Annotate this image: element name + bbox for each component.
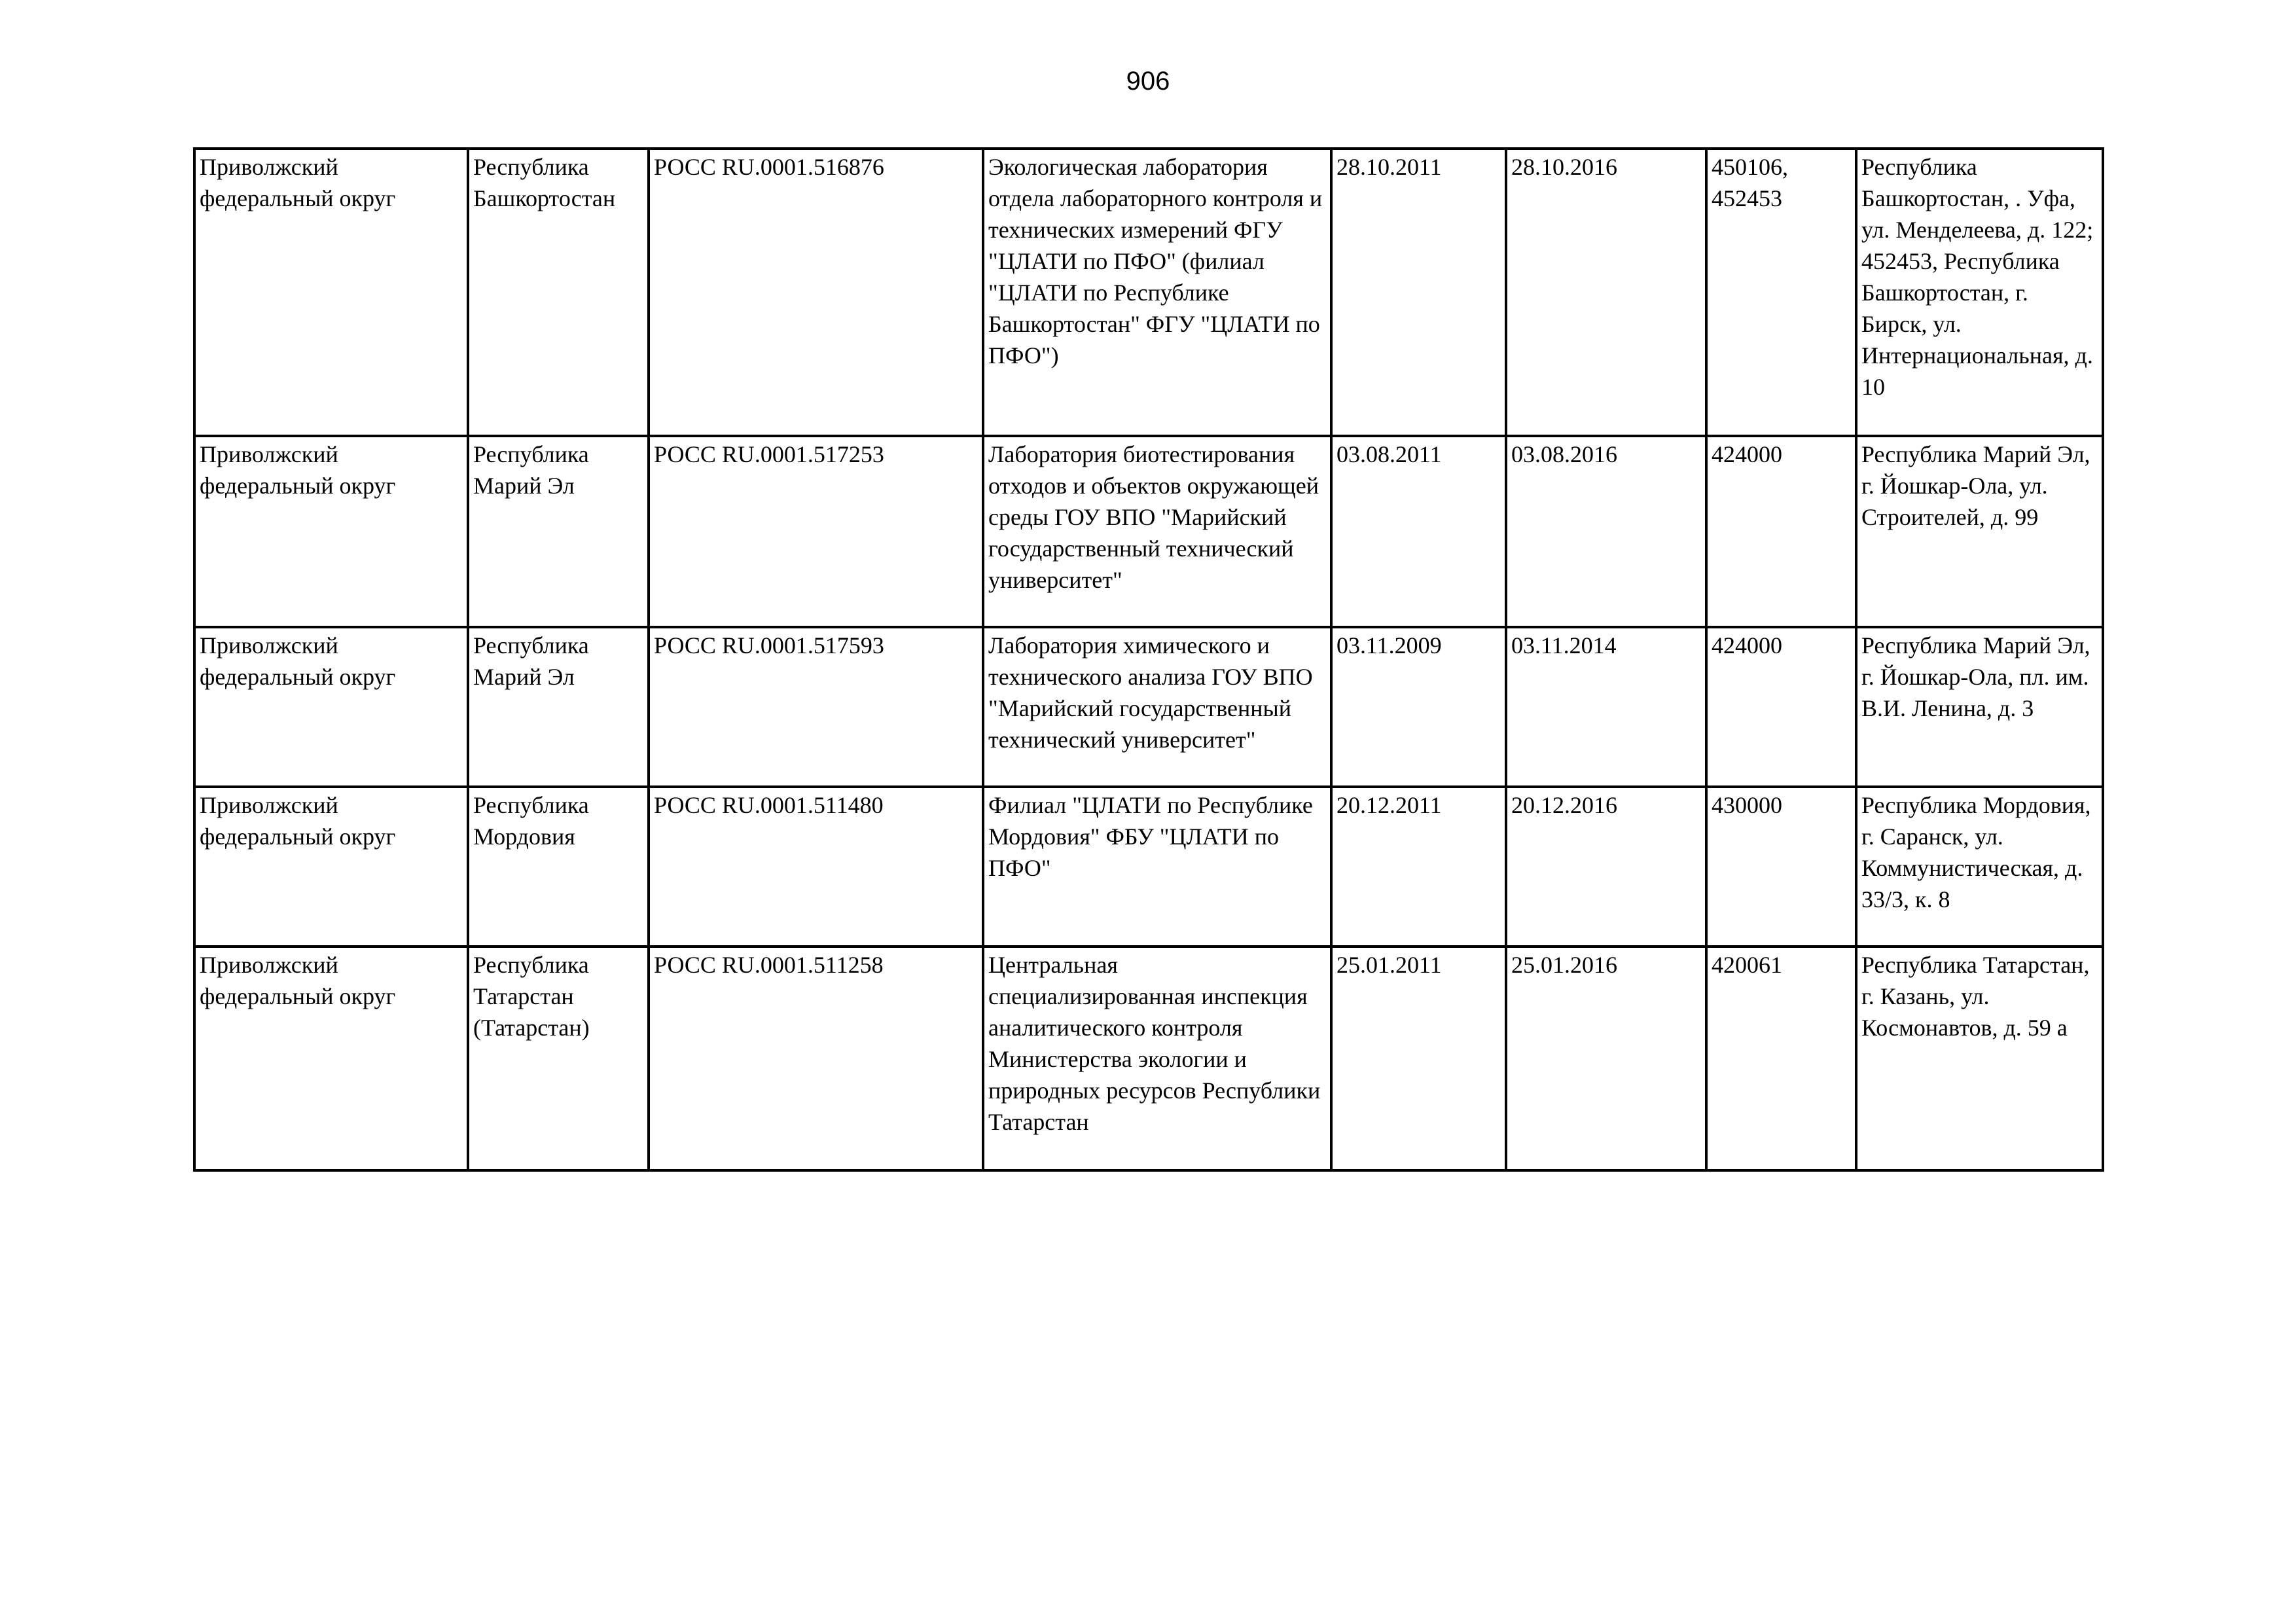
address-cell: Республика Марий Эл, г. Йошкар-Ола, пл. им. В.И. Ленина, д. 3 [1856,627,2103,787]
organization-cell: Экологическая лаборатория отдела лабораторного контроля и технических измерений ФГУ "ЦЛАТИ по ПФО" (филиал "ЦЛАТИ по Республике Башкортостан" ФГУ "ЦЛАТИ по ПФО") [983,149,1331,436]
address-cell: Республика Мордовия, г. Саранск, ул. Коммунистическая, д. 33/3, к. 8 [1856,787,2103,947]
postal-code-cell: 420061 [1706,947,1856,1170]
table-row [194,149,2103,436]
organization-cell: Лаборатория биотестирования отходов и объектов окружающей среды ГОУ ВПО "Марийский государственный технический университет" [983,436,1331,627]
postal-code-cell: 450106, 452453 [1706,149,1856,436]
organization-cell: Центральная специализированная инспекция аналитического контроля Министерства экологии и природных ресурсов Республики Татарстан [983,947,1331,1170]
district-cell: Приволжский федеральный округ [194,947,468,1170]
table-row [194,627,2103,787]
organization-cell: Лаборатория химического и технического анализа ГОУ ВПО "Марийский государственный технический университет" [983,627,1331,787]
region-cell: Республика Марий Эл [468,436,649,627]
laboratory-registry-table [193,147,2104,1172]
date-expires-cell: 28.10.2016 [1506,149,1706,436]
accreditation-number-cell: РОСС RU.0001.517253 [649,436,983,627]
postal-code-cell: 424000 [1706,436,1856,627]
address-cell: Республика Башкортостан, . Уфа, ул. Менделеева, д. 122; 452453, Республика Башкортостан, г. Бирск, ул. Интернациональная, д. 10 [1856,149,2103,436]
region-cell: Республика Мордовия [468,787,649,947]
date-expires-cell: 03.11.2014 [1506,627,1706,787]
date-issued-cell: 28.10.2011 [1331,149,1506,436]
date-expires-cell: 03.08.2016 [1506,436,1706,627]
page-number: 906 [1126,67,1170,96]
accreditation-number-cell: РОСС RU.0001.511258 [649,947,983,1170]
district-cell: Приволжский федеральный округ [194,436,468,627]
table-row [194,787,2103,947]
district-cell: Приволжский федеральный округ [194,627,468,787]
date-issued-cell: 20.12.2011 [1331,787,1506,947]
region-cell: Республика Татарстан (Татарстан) [468,947,649,1170]
date-issued-cell: 03.11.2009 [1331,627,1506,787]
address-cell: Республика Марий Эл, г. Йошкар-Ола, ул. Строителей, д. 99 [1856,436,2103,627]
address-cell: Республика Татарстан, г. Казань, ул. Космонавтов, д. 59 а [1856,947,2103,1170]
table-row [194,947,2103,1170]
date-issued-cell: 03.08.2011 [1331,436,1506,627]
postal-code-cell: 430000 [1706,787,1856,947]
date-issued-cell: 25.01.2011 [1331,947,1506,1170]
accreditation-number-cell: РОСС RU.0001.516876 [649,149,983,436]
region-cell: Республика Башкортостан [468,149,649,436]
region-cell: Республика Марий Эл [468,627,649,787]
organization-cell: Филиал "ЦЛАТИ по Республике Мордовия" ФБУ "ЦЛАТИ по ПФО" [983,787,1331,947]
accreditation-number-cell: РОСС RU.0001.511480 [649,787,983,947]
accreditation-number-cell: РОСС RU.0001.517593 [649,627,983,787]
table-row [194,436,2103,627]
postal-code-cell: 424000 [1706,627,1856,787]
district-cell: Приволжский федеральный округ [194,787,468,947]
date-expires-cell: 20.12.2016 [1506,787,1706,947]
date-expires-cell: 25.01.2016 [1506,947,1706,1170]
district-cell: Приволжский федеральный округ [194,149,468,436]
